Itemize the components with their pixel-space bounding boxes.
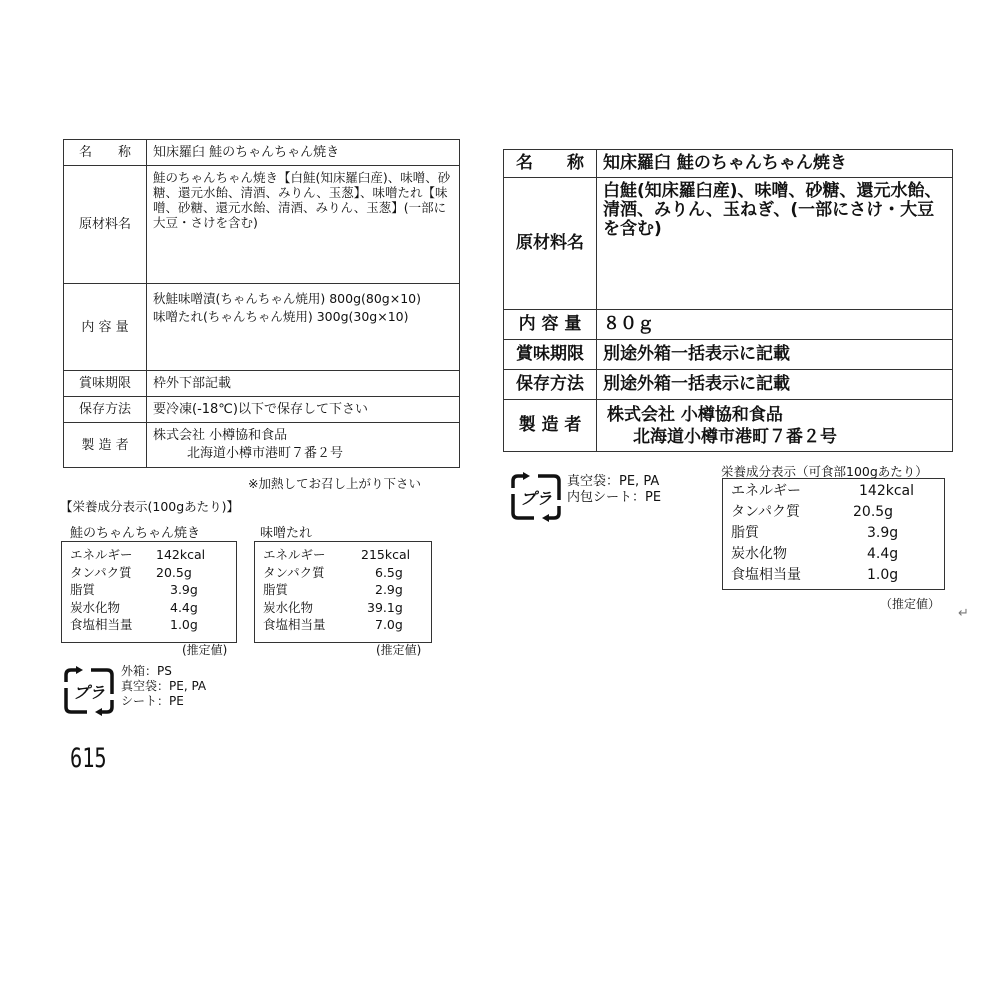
right-name-value: 知床羅臼 鮭のちゃんちゃん焼き: [597, 150, 953, 178]
right-expiry-key: 賞味期限: [504, 340, 597, 370]
right-nutrition-heading: 栄養成分表示（可食部100gあたり）: [721, 464, 928, 479]
left-contents-key: 内 容 量: [64, 284, 147, 371]
nutrition-row: 食塩相当量 7.0g: [263, 617, 403, 632]
left-heating-note: ※加熱してお召し上がり下さい: [248, 476, 421, 491]
recycle-item: 外箱：PS: [121, 664, 172, 678]
left-expiry-value: 枠外下部記載: [147, 371, 460, 397]
right-ingredients-value: 白鮭(知床羅臼産)、味噌、砂糖、還元水飴、清酒、みりん、玉ねぎ、(一部にさけ・大豆を含む): [597, 178, 953, 310]
left-ingredients-value: 鮭のちゃんちゃん焼き【白鮭(知床羅臼産)、味噌、砂糖、還元水飴、清酒、みりん、玉葱】、味噌たれ【味噌、砂糖、還元水飴、清酒、みりん、玉葱】(一部に大豆・さけを含む): [147, 166, 460, 284]
nutrition-row: 脂質 2.9g: [263, 582, 403, 597]
left-nutrition-b-table: [254, 541, 432, 643]
right-maker-line-1: 株式会社 小樽協和食品: [607, 404, 783, 425]
return-mark-icon: ↵: [958, 606, 969, 621]
right-storage-key: 保存方法: [504, 370, 597, 400]
left-lot-code: 615: [70, 743, 107, 774]
left-ingredients-key: 原材料名: [64, 166, 147, 284]
left-expiry-key: 賞味期限: [64, 371, 147, 397]
svg-text:プラ: プラ: [72, 683, 106, 702]
left-contents-line-2: 味噌たれ(ちゃんちゃん焼用) 300g(30g×10): [153, 309, 409, 324]
recycle-item: 真空袋：PE, PA: [567, 474, 660, 489]
right-nutrition-estimate: （推定値）: [880, 597, 941, 611]
right-storage-value: 別途外箱一括表示に記載: [597, 370, 953, 400]
left-maker-value: [147, 423, 460, 468]
nutrition-row: タンパク質 20.5g: [70, 564, 192, 580]
nutrition-row: 炭水化物 4.4g: [731, 546, 899, 562]
left-name-key: 名 称: [64, 140, 147, 166]
right-contents-key: 内 容 量: [504, 310, 597, 340]
nutrition-row: タンパク質 20.5g: [731, 504, 894, 520]
left-nutrition-heading: 【栄養成分表示(100gあたり)】: [60, 499, 240, 514]
left-nutrition-a-estimate: (推定値): [182, 643, 228, 657]
nutrition-row: 脂質 3.9g: [731, 525, 899, 541]
right-ingredients-key: 原材料名: [504, 178, 597, 310]
left-storage-key: 保存方法: [64, 397, 147, 423]
left-maker-line-2: 北海道小樽市港町７番２号: [187, 446, 344, 461]
nutrition-row: エネルギー 142kcal: [70, 547, 206, 562]
right-maker-key: 製 造 者: [504, 400, 597, 452]
left-nutrition-b-title: 味噌たれ: [260, 526, 313, 541]
recycle-item: シート：PE: [121, 694, 184, 708]
recycle-item: 真空袋：PE, PA: [121, 679, 207, 693]
right-recycle-list: [567, 474, 661, 506]
right-pla-recycle-icon: [510, 472, 562, 522]
left-maker-key: 製 造 者: [64, 423, 147, 468]
right-expiry-value: 別途外箱一括表示に記載: [597, 340, 953, 370]
left-label-table: [63, 139, 460, 468]
nutrition-row: エネルギー 215kcal: [263, 547, 411, 562]
nutrition-row: タンパク質 6.5g: [263, 564, 403, 580]
nutrition-row: 脂質 3.9g: [70, 582, 198, 597]
left-nutrition-a-title: 鮭のちゃんちゃん焼き: [70, 526, 201, 541]
left-nutrition-a-table: [61, 541, 237, 643]
left-pla-recycle-icon: [63, 666, 115, 716]
recycle-item: 内包シート：PE: [567, 490, 662, 505]
right-maker-value: [597, 400, 953, 452]
left-maker-line-1: 株式会社 小樽協和食品: [153, 428, 288, 443]
nutrition-row: 食塩相当量 1.0g: [70, 617, 198, 632]
left-recycle-list: [121, 664, 206, 709]
left-contents-line-1: 秋鮭味噌漬(ちゃんちゃん焼用) 800g(80g×10): [153, 291, 421, 306]
svg-text:プラ: プラ: [519, 489, 553, 508]
nutrition-row: 炭水化物 39.1g: [263, 599, 403, 615]
left-storage-value: 要冷凍(-18℃)以下で保存して下さい: [147, 397, 460, 423]
nutrition-row: エネルギー 142kcal: [731, 483, 914, 499]
left-name-value: 知床羅臼 鮭のちゃんちゃん焼き: [147, 140, 460, 166]
right-label-table: [503, 149, 953, 452]
right-nutrition-table: [722, 478, 945, 590]
left-contents-value: [147, 284, 460, 371]
nutrition-row: 食塩相当量 1.0g: [731, 567, 899, 583]
right-name-key: 名 称: [504, 150, 597, 178]
right-contents-value: ８０ｇ: [597, 310, 953, 340]
right-maker-line-2: 北海道小樽市港町７番２号: [633, 426, 837, 447]
nutrition-row: 炭水化物 4.4g: [70, 599, 198, 615]
left-nutrition-b-estimate: (推定値): [376, 643, 422, 657]
